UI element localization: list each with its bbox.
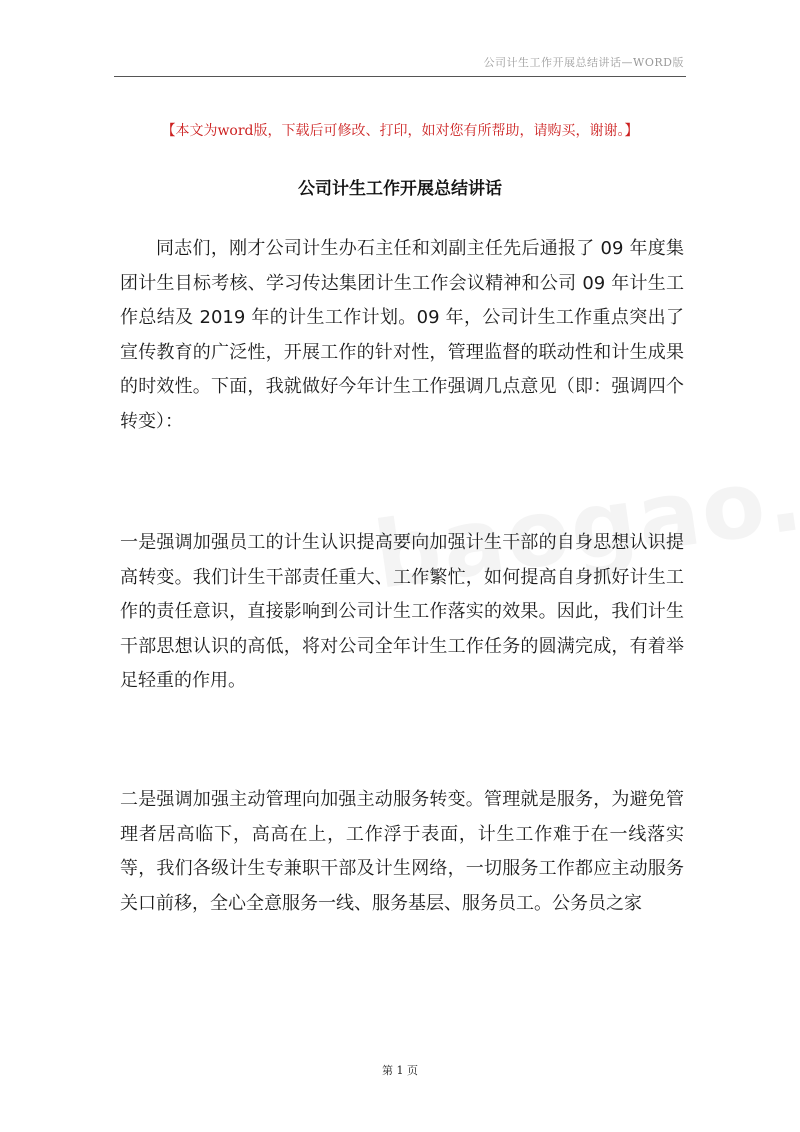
paragraph-intro: 同志们，刚才公司计生办石主任和刘副主任先后通报了 09 年度集团计生目标考核、学习传达集团计生工作会议精神和公司 09 年计生工作总结及 2019 年的计生工作计划。09 年，公司计生工作重点突出了宣传教育的广泛性，开展工作的针对性，管理监督的联动性和计生成果的时效性。下面，我就做好今年计生工作强调几点意见（即：强调四个转变）： — [120, 238, 684, 432]
page-number: 第 1 页 — [382, 1064, 418, 1077]
header-divider — [114, 76, 686, 77]
document-title: 公司计生工作开展总结讲话 — [298, 179, 502, 199]
paragraph-point-one: 一是强调加强员工的计生认识提高要向加强计生干部的自身思想认识提高转变。我们计生干部责任重大、工作繁忙，如何提高自身抓好计生工作的责任意识，直接影响到公司计生工作落实的效果。因此，我们计生干部思想认识的高低，将对公司全年计生工作任务的圆满完成，有着举足轻重的作用。 — [120, 532, 684, 691]
running-header: 公司计生工作开展总结讲话—WORD版 — [483, 56, 684, 69]
paragraph-point-two: 二是强调加强主动管理向加强主动服务转变。管理就是服务，为避免管理者居高临下，高高在上，工作浮于表面，计生工作难于在一线落实等，我们各级计生专兼职干部及计生网络，一切服务工作都应主动服务关口前移，全心全意服务一线、服务基层、服务员工。公务员之家 — [120, 789, 684, 914]
purchase-notice: 【本文为word版，下载后可修改、打印，如对您有所帮助，请购买，谢谢。】 — [161, 123, 639, 139]
